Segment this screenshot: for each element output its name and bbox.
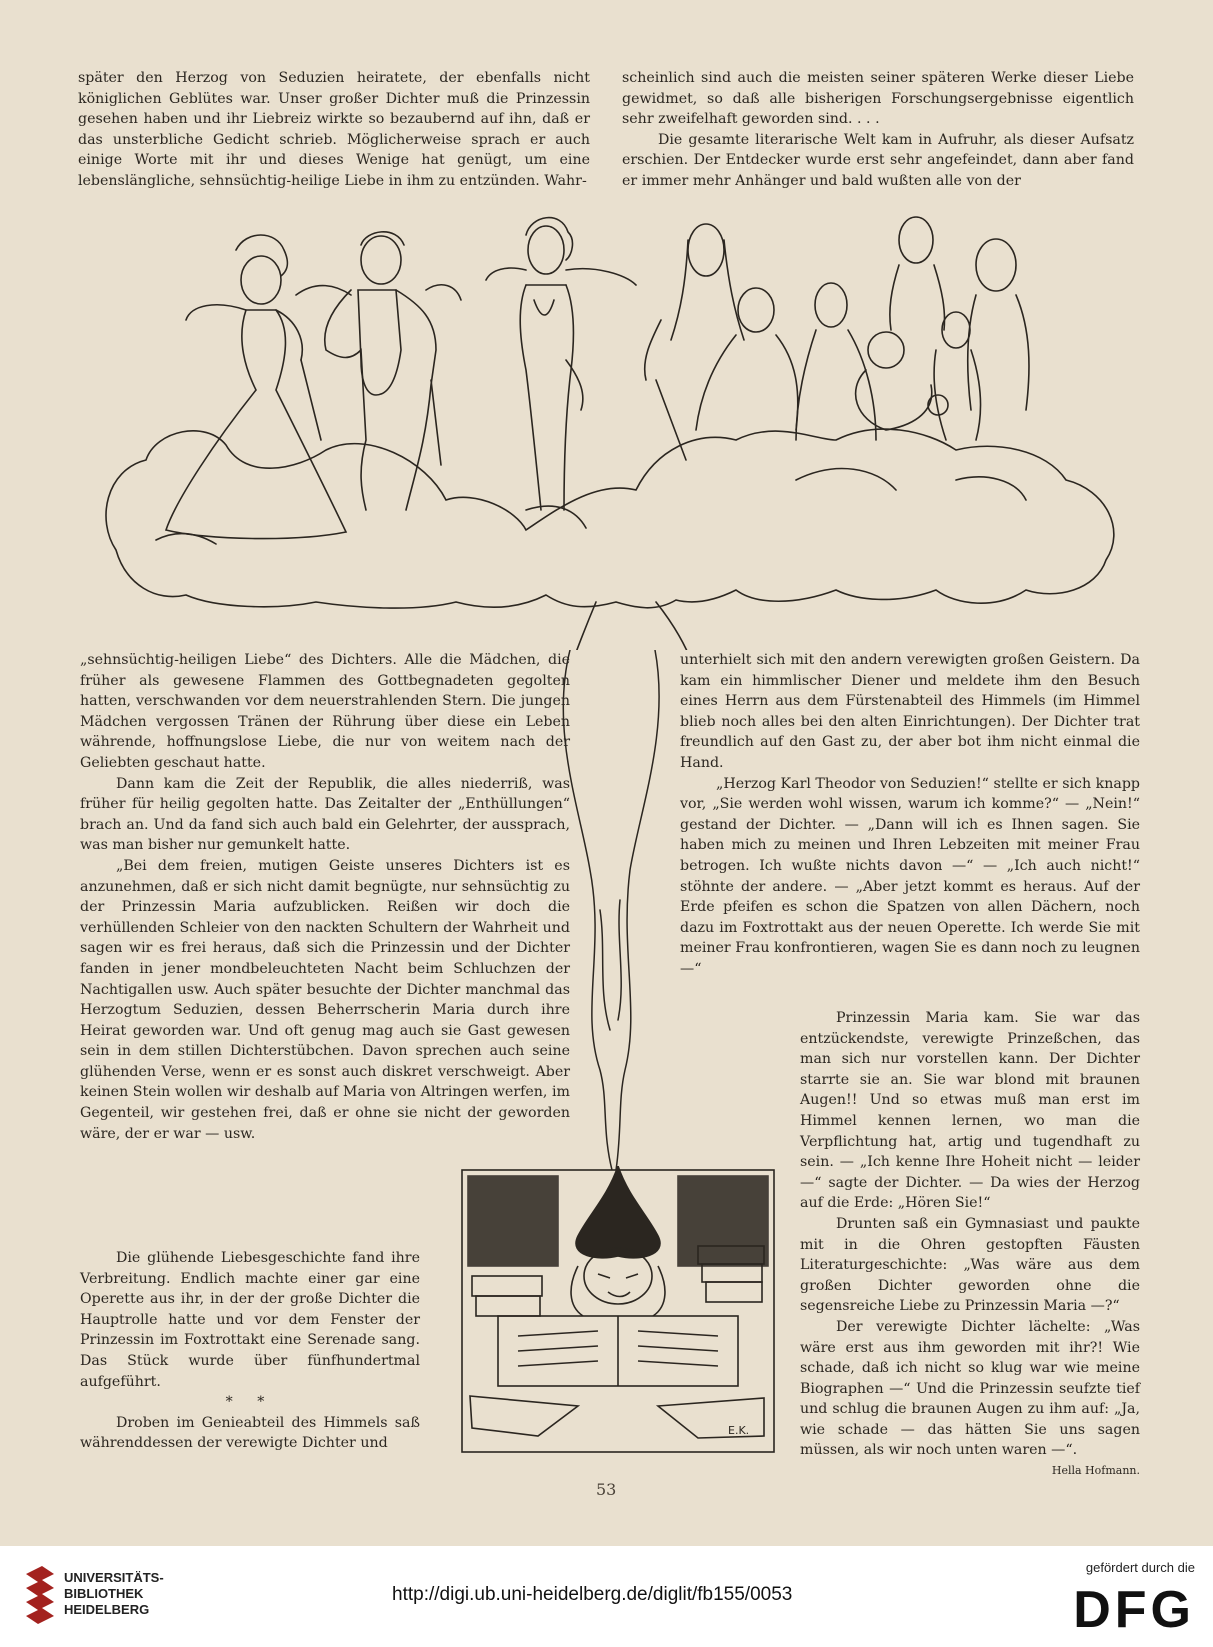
institution-line: UNIVERSITÄTS- (64, 1570, 164, 1585)
great-minds-group (645, 217, 1029, 460)
illustration-monogram: E.K. (728, 1424, 750, 1437)
poet-figure (486, 218, 636, 510)
paragraph: scheinlich sind auch die meisten seiner späteren Werke dieser Liebe gewidmet, so daß alle bisherigen Forschungsergebnisse eigentlich sehr zweifelhaft geworden sind. . . . (622, 70, 1134, 128)
column-right-narrow (800, 1008, 1140, 1482)
paragraph: Prinzessin Maria kam. Sie war das entzückendste, verewigte Prinzeßchen, das man sich nur vorstellen kann. Der Dichter starrte sie an. Sie war blond mit braunen Augen!! Und so etwas muß man erst im Himmel kennen lernen, wo man die Verpflichtung hat, artig und tugendhaft zu sein. — „Ich kenne Ihre Hoheit nicht — leider —“ sagte der Dichter. — Da wies der Herzog auf die Erde: „Hören Sie!“ (800, 1010, 1140, 1212)
page-number: 53 (596, 1480, 617, 1499)
author-signature: Hella Hofmann. (1051, 1464, 1140, 1478)
smoke-column (560, 650, 670, 1170)
column-right (680, 650, 1140, 980)
paragraph: „Herzog Karl Theodor von Seduzien!“ stellte er sich knapp vor, „Sie werden wohl wissen, warum ich komme?“ — „Nein!“ gestand der Dichter. — „Dann will ich es Ihnen sagen. Sie haben mich zu meinen und Ihren Lebzeiten mit meiner Frau betrogen. Ich wußte nichts davon —“ — „Ich auch nicht!“ stöhnte der andere. — „Aber jetzt kommt es heraus. Auf der Erde pfeifen es schon die Spatzen von allen Dächern, noch dazu im Foxtrottakt aus der neuen Operette. Ich werde Sie mit meiner Frau konfrontieren, wagen Sie es dann noch zu leugnen —“ (680, 775, 1140, 977)
paragraph: Der verewigte Dichter lächelte: „Was wäre erst aus ihm geworden mit ihr?! Wie schade, daß ich nicht so klug war wie meine Biographen —“ Und die Prinzessin seufzte tief und schlug die braunen Augen zu ihm auf: „Ja, wie schade — das hätten Sie uns sagen müssen, als wir noch unten waren —“. (800, 1318, 1140, 1459)
viewer-footer (0, 1546, 1213, 1647)
paragraph: Droben im Genieabteil des Himmels saß währenddessen der verewigte Dichter und (80, 1414, 420, 1452)
column-top-left (78, 68, 590, 204)
funding-label: gefördert durch die (1085, 1560, 1195, 1575)
dfg-logo: DFG (1073, 1581, 1195, 1639)
paragraph: später den Herzog von Seduzien heiratete, der ebenfalls nicht königlichen Geblütes war. Unser großer Dichter muß die Prinzessin gesehen haben und ihr Liebreiz wirkte so bezaubernd auf ihn, daß er das unsterbliche Gedicht schrieb. Möglicherweise sprach er auch einige Worte mit ihr und dieses Wenige hat genügt, um eine lebenslängliche, sehnsüchtig-heilige Liebe in ihm zu entzünden. Wahr- (78, 70, 590, 189)
paragraph: Drunten saß ein Gymnasiast und paukte mit in die Ohren gestopften Fäusten Literaturgeschichte: „Was wäre aus dem großen Dichter geworden ohne die segensreiche Liebe zu Prinzessin Maria —?“ (800, 1215, 1140, 1315)
student-illustration (458, 1166, 778, 1456)
cloud (106, 429, 1114, 608)
princess-figure (166, 235, 346, 539)
paragraph: Dann kam die Zeit der Republik, die alles niederriß, was früher für heilig gegolten hatte. Das Zeitalter der „Enthüllungen“ brach an. Und da fand sich auch bald ein Gelehrter, der aussprach, was man bisher nur gemunkelt hatte. (80, 775, 570, 854)
paragraph: „sehnsüchtig-heiligen Liebe“ des Dichters. Alle die Mädchen, die früher als gewesene Flammen des Gottbegnadeten gegolten hatten, verschwanden vor dem neuerstrahlenden Stern. Die jungen Mädchen vergossen Tränen der Rührung über diese ein Leben währende, hoffnungslose Liebe, die nur von weitem nach der Geliebten geschaut hatte. (80, 652, 570, 771)
section-divider: * * (225, 1394, 275, 1411)
column-top-right (622, 68, 1134, 204)
paragraph: unterhielt sich mit den andern verewigten großen Geistern. Da kam ein himmlischer Diener und meldete ihm den Besuch eines Herrn aus dem Fürstenabteil des Himmels (im Himmel blieb noch alles bei den alten Einrichtungen). Der Dichter trat freundlich auf den Gast zu, der aber bot ihm nicht einmal die Hand. (680, 652, 1140, 771)
heaven-illustration (96, 210, 1136, 650)
university-library-logo (22, 1566, 58, 1626)
duke-figure (296, 232, 461, 510)
institution-line: BIBLIOTHEK (64, 1586, 144, 1601)
permalink-url[interactable]: http://digi.ub.uni-heidelberg.de/diglit/fb155/0053 (392, 1584, 793, 1605)
paragraph: Die gesamte literarische Welt kam in Aufruhr, als dieser Aufsatz erschien. Der Entdecker wurde erst sehr angefeindet, dann aber fand er immer mehr Anhänger und bald wußten alle von der (622, 131, 1134, 189)
column-left (80, 650, 570, 1144)
institution-name (64, 1570, 164, 1618)
paragraph: Die glühende Liebesgeschichte fand ihre Verbreitung. Endlich machte einer gar eine Operette aus ihr, in der der große Dichter die Hauptrolle hatte und vor dem Fenster der Prinzessin im Foxtrottakt eine Serenade sang. Das Stück wurde über fünfhundertmal aufgeführt. (80, 1250, 420, 1390)
paragraph: „Bei dem freien, mutigen Geiste unseres Dichters ist es anzunehmen, daß er sich nicht damit begnügte, nur sehnsüchtig zu der Prinzessin Maria aufzublicken. Reißen wir doch die verhüllenden Schleier von den nackten Schultern der Wahrheit und sagen wir es frei heraus, daß sich die Prinzessin und der Dichter fanden in jener mondbeleuchteten Nacht beim Schluchzen der Nachtigallen usw. Auch später besuchte der Dichter manchmal das Herzogtum Seduzien, dessen Beherrscherin Maria durch ihre Heirat geworden war. Und oft genug mag auch sie Gast gewesen sein in dem stillen Dichterstübchen. Davon sprechen auch seine glühenden Verse, wenn er es sonst auch diskret verschweigt. Aber keinen Stein wollen wir deshalb auf Maria von Altringen werfen, im Gegenteil, wir gestehen frei, daß er ohne sie nicht der geworden wäre, der er war — usw. (80, 857, 570, 1142)
column-left-narrow (80, 1248, 420, 1454)
institution-line: HEIDELBERG (64, 1602, 150, 1617)
